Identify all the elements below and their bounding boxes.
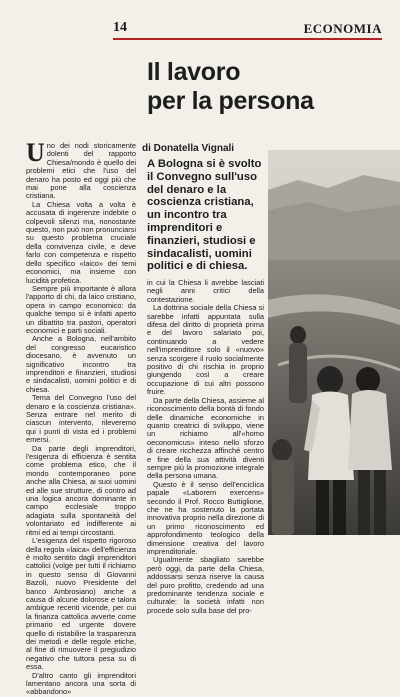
page-number: 14 — [113, 20, 127, 35]
paragraph: L'esigenza del rispetto rigoroso della regola «laica» dell'efficienza è molto sentito dagli imprenditori cattolici (volge per tutti il richiamo in questo senso di Giovanni Bazoli, nuovo Presidente del banco Ambrosiano) anche a causa di alcune dolorose e talora ambigue recenti vicende, per cui la finanza cattolica avverte come primario ed urgente dovere quello di ristabilire la trasparenza dei metodi e delle regole etiche, al fine di rimuovere il pregiudizio negativo che tuttora pesa su di essa. — [26, 536, 136, 672]
headline-line-2: per la persona — [147, 87, 314, 115]
body-column-1 — [26, 138, 136, 697]
paragraph: Da parte della Chiesa, assieme al riconoscimento della bontà di fondo delle dinamiche economiche in quanto creatrici di sviluppo, viene un richiamo all'«homo oeconomicus» inteso nello sforzo di creare ricchezza affinché centro e fine della sua attività diventi sempre più la promozione integrale della persona umana. — [147, 395, 264, 481]
drop-cap: U — [26, 138, 45, 167]
header-rule — [113, 38, 382, 40]
paragraph: Sempre più importante è allora l'apporto di chi, da laico cristiano, opera in campo economico: da qualche tempo si è infatti aperto un dibattito tra pastori, operatori economici e parti sociali. — [26, 283, 136, 335]
workers-photo — [268, 150, 400, 535]
paragraph: Ugualmente sbagliato sarebbe però oggi, da parte della Chiesa, addossarsi senza riserve la causa del puro profitto, credendo ad una predominante tendenza sociale e culturale: la società infatti non procede solo sulla base del pro- — [147, 555, 264, 615]
paragraph: Tema del Convegno l'uso del denaro e la coscienza cristiana». Senza entrare nel merito di ciascun intervento, rileveremo qui i punti di vista ed i problemi emersi. — [26, 393, 136, 445]
paragraph: Questo è il senso dell'enciclica papale «Laborem exercens» secondo il Prof. Rocco Buttiglione, che ne ha sostenuto la portata innovativa proprio nella direzione di un primo riconoscimento ed approfondimento teologico della dimensione creativa del lavoro imprenditoriale. — [147, 479, 264, 556]
paragraph: Da parte degli imprenditori, l'esigenza di efficienza è sentita come problema etico, che il mondo contemporaneo pone anche alla Chiesa, ai suoi uomini ed alle sue strutture, di contro ad una logica ancora dominante in campo ecclesiale troppo adagiata sulla spontaneità del volontariato ed indifferente ai ritmi ed ai tempi circostanti. — [26, 443, 136, 537]
lead-paragraph: A Bologna si è svolto il Convegno sull'uso del denaro e la coscienza cristiana, un incontro tra imprenditori e finanzieri, studiosi e sindacalisti, uomini politici e di chiesa. — [147, 158, 262, 273]
paragraph: D'altro canto gli imprenditori lamentano ancora una sorta di «abbandono» — [26, 670, 136, 697]
paragraph: no dei nodi storicamente dolenti del rapporto Chiesa/mondo è quello dei problemi etici che l'uso del denaro ha posto ed oggi più che mai pone alla coscienza cristiana. — [26, 141, 136, 201]
paragraph: Anche a Bologna, nell'ambito del congresso eucaristico diocesano, è avvenuto un significativo incontro tra imprenditori e finanzieri, studiosi e sindacalisti, uomini politici e di chiesa. — [26, 334, 136, 394]
paragraph: in cui la Chiesa li avrebbe lasciati negli anni critici della contestazione. — [147, 278, 264, 304]
body-column-2 — [147, 278, 264, 615]
paragraph: La Chiesa volta a volta è accusata di ingerenze indebite o colpevoli silenzi ma, nonostante questo, non può non pronunciarsi su questo problema cruciale della convivenza civile, e deve farlo con competenza e rispetto dello specifico «laico» dei temi economici, ma insieme con lucidità profetica. — [26, 199, 136, 285]
section-label: ECONOMIA — [303, 21, 382, 36]
byline: di Donatella Vignali — [142, 143, 235, 154]
article-headline — [147, 58, 387, 116]
headline-line-1: Il lavoro — [147, 58, 241, 86]
paragraph: La dottrina sociale della Chiesa si sarebbe infatti appuntata sulla difesa del diritto di proprietà prima e del lavoro salariato poi, continuando a vedere nell'imprenditore solo il «nuovo» senza scorgere il ruolo socialmente positivo di chi rischia in proprio giungendo così a creare occupazione di cui altri possono fruire. — [147, 303, 264, 397]
